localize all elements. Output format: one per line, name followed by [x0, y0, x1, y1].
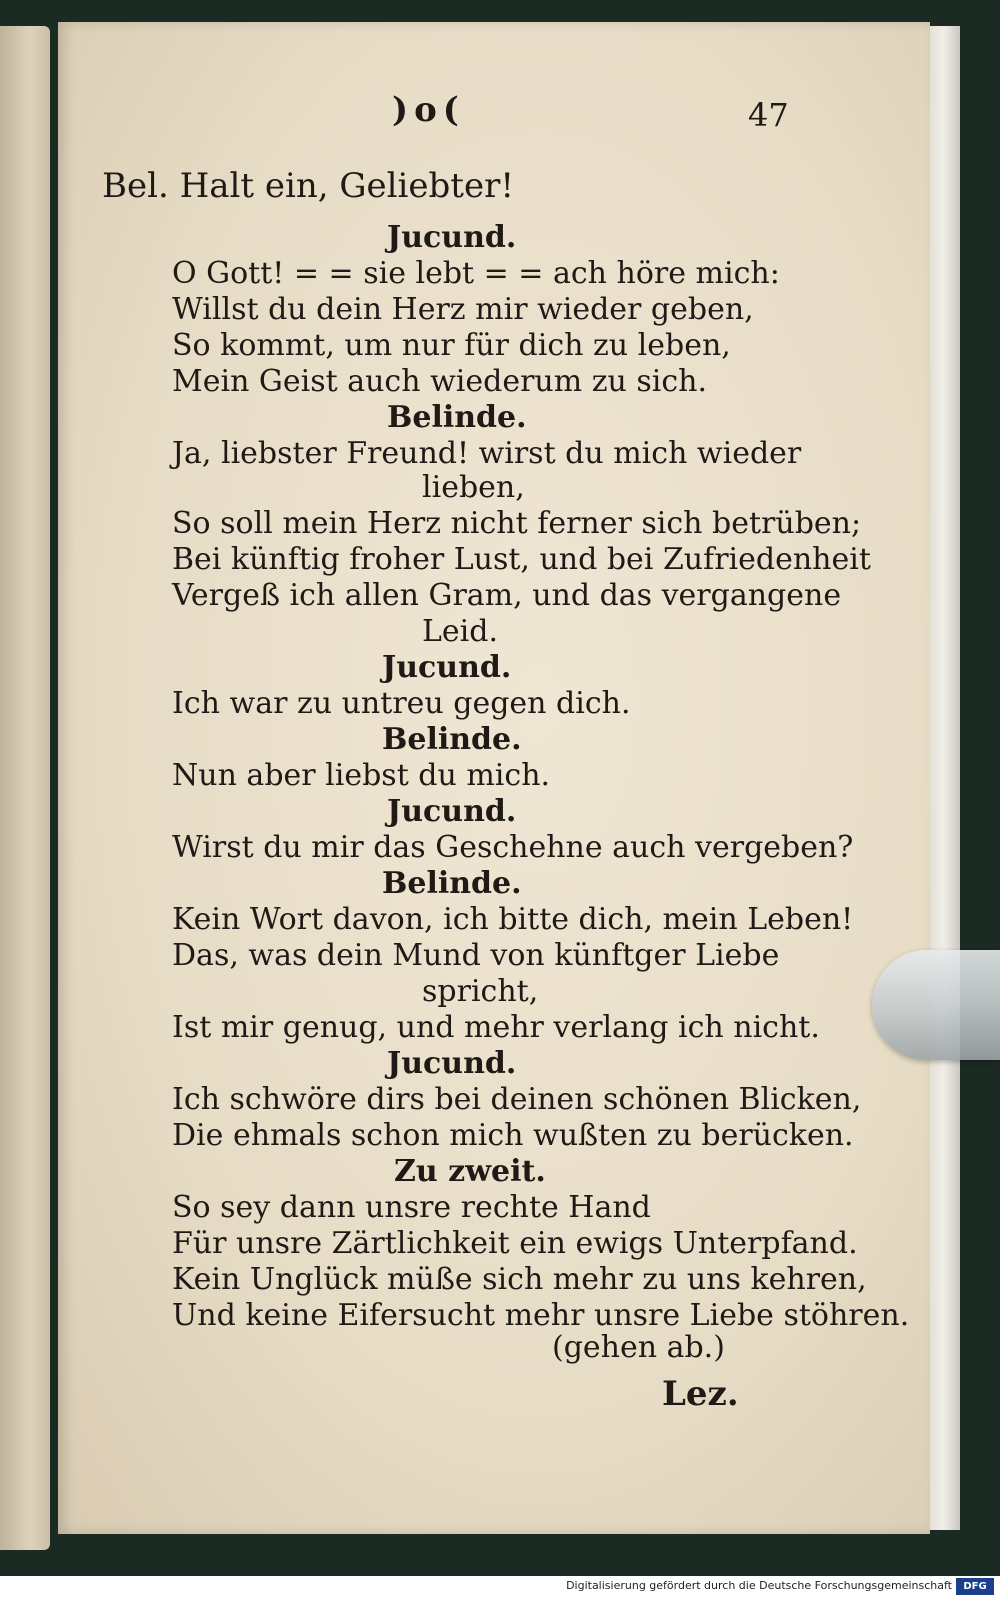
speaker-name: Belinde. [387, 400, 527, 435]
footer-credit: Digitalisierung gefördert durch die Deutsche Forschungsgemeinschaft [566, 1579, 952, 1592]
verse-line: Mein Geist auch wiederum zu sich. [172, 364, 708, 399]
verse-line: Willst du dein Herz mir wieder geben, [172, 292, 754, 327]
verse-line: Leid. [422, 614, 499, 649]
verse-line: Bei künftig froher Lust, und bei Zufriedenheit [172, 542, 871, 577]
speaker-name: Zu zweit. [394, 1154, 546, 1189]
verse-line: Kein Unglück müße sich mehr zu uns kehren, [172, 1262, 867, 1297]
speaker-name: Jucund. [387, 220, 517, 255]
verse-line: Nun aber liebst du mich. [172, 758, 551, 793]
verse-line: Kein Wort davon, ich bitte dich, mein Leben! [172, 902, 854, 937]
page-clip [872, 950, 1000, 1060]
verse-line: So soll mein Herz nicht ferner sich betrüben; [172, 506, 862, 541]
speaker-name: Jucund. [387, 794, 517, 829]
verse-line: Ja, liebster Freund! wirst du mich wieder [172, 436, 802, 471]
speaker-name: Belinde. [382, 866, 522, 901]
speaker-name: Jucund. [387, 1046, 517, 1081]
speaker-name: Jucund. [382, 650, 512, 685]
footer-bar [0, 1576, 1000, 1598]
header-ornament: )o( [392, 90, 465, 130]
verse-line: Und keine Eifersucht mehr unsre Liebe stöhren. [172, 1298, 910, 1333]
page-number: 47 [748, 96, 789, 134]
verse-line: So sey dann unsre rechte Hand [172, 1190, 651, 1225]
verse-line: Ist mir genug, und mehr verlang ich nicht. [172, 1010, 820, 1045]
verse-line: Vergeß ich allen Gram, und das vergangene [172, 578, 842, 613]
dfg-logo: DFG [956, 1578, 994, 1595]
speaker-name: Belinde. [382, 722, 522, 757]
verse-line: O Gott! = = sie lebt = = ach höre mich: [172, 256, 780, 291]
speaker-line: Bel. Halt ein, Geliebter! [102, 166, 514, 206]
stage-direction: (gehen ab.) [552, 1330, 725, 1365]
verse-line: Ich war zu untreu gegen dich. [172, 686, 631, 721]
verse-line: Wirst du mir das Geschehne auch vergeben? [172, 830, 854, 865]
verse-line: Das, was dein Mund von künftger Liebe [172, 938, 780, 973]
verse-line: Die ehmals schon mich wußten zu berücken. [172, 1118, 854, 1153]
verse-line: So kommt, um nur für dich zu leben, [172, 328, 731, 363]
verse-line: lieben, [422, 470, 525, 505]
catchword: Lez. [662, 1374, 739, 1414]
left-page-edge [0, 26, 50, 1550]
verse-line: spricht, [422, 974, 539, 1009]
verse-line: Ich schwöre dirs bei deinen schönen Blicken, [172, 1082, 862, 1117]
verse-line: Für unsre Zärtlichkeit ein ewigs Unterpfand. [172, 1226, 858, 1261]
